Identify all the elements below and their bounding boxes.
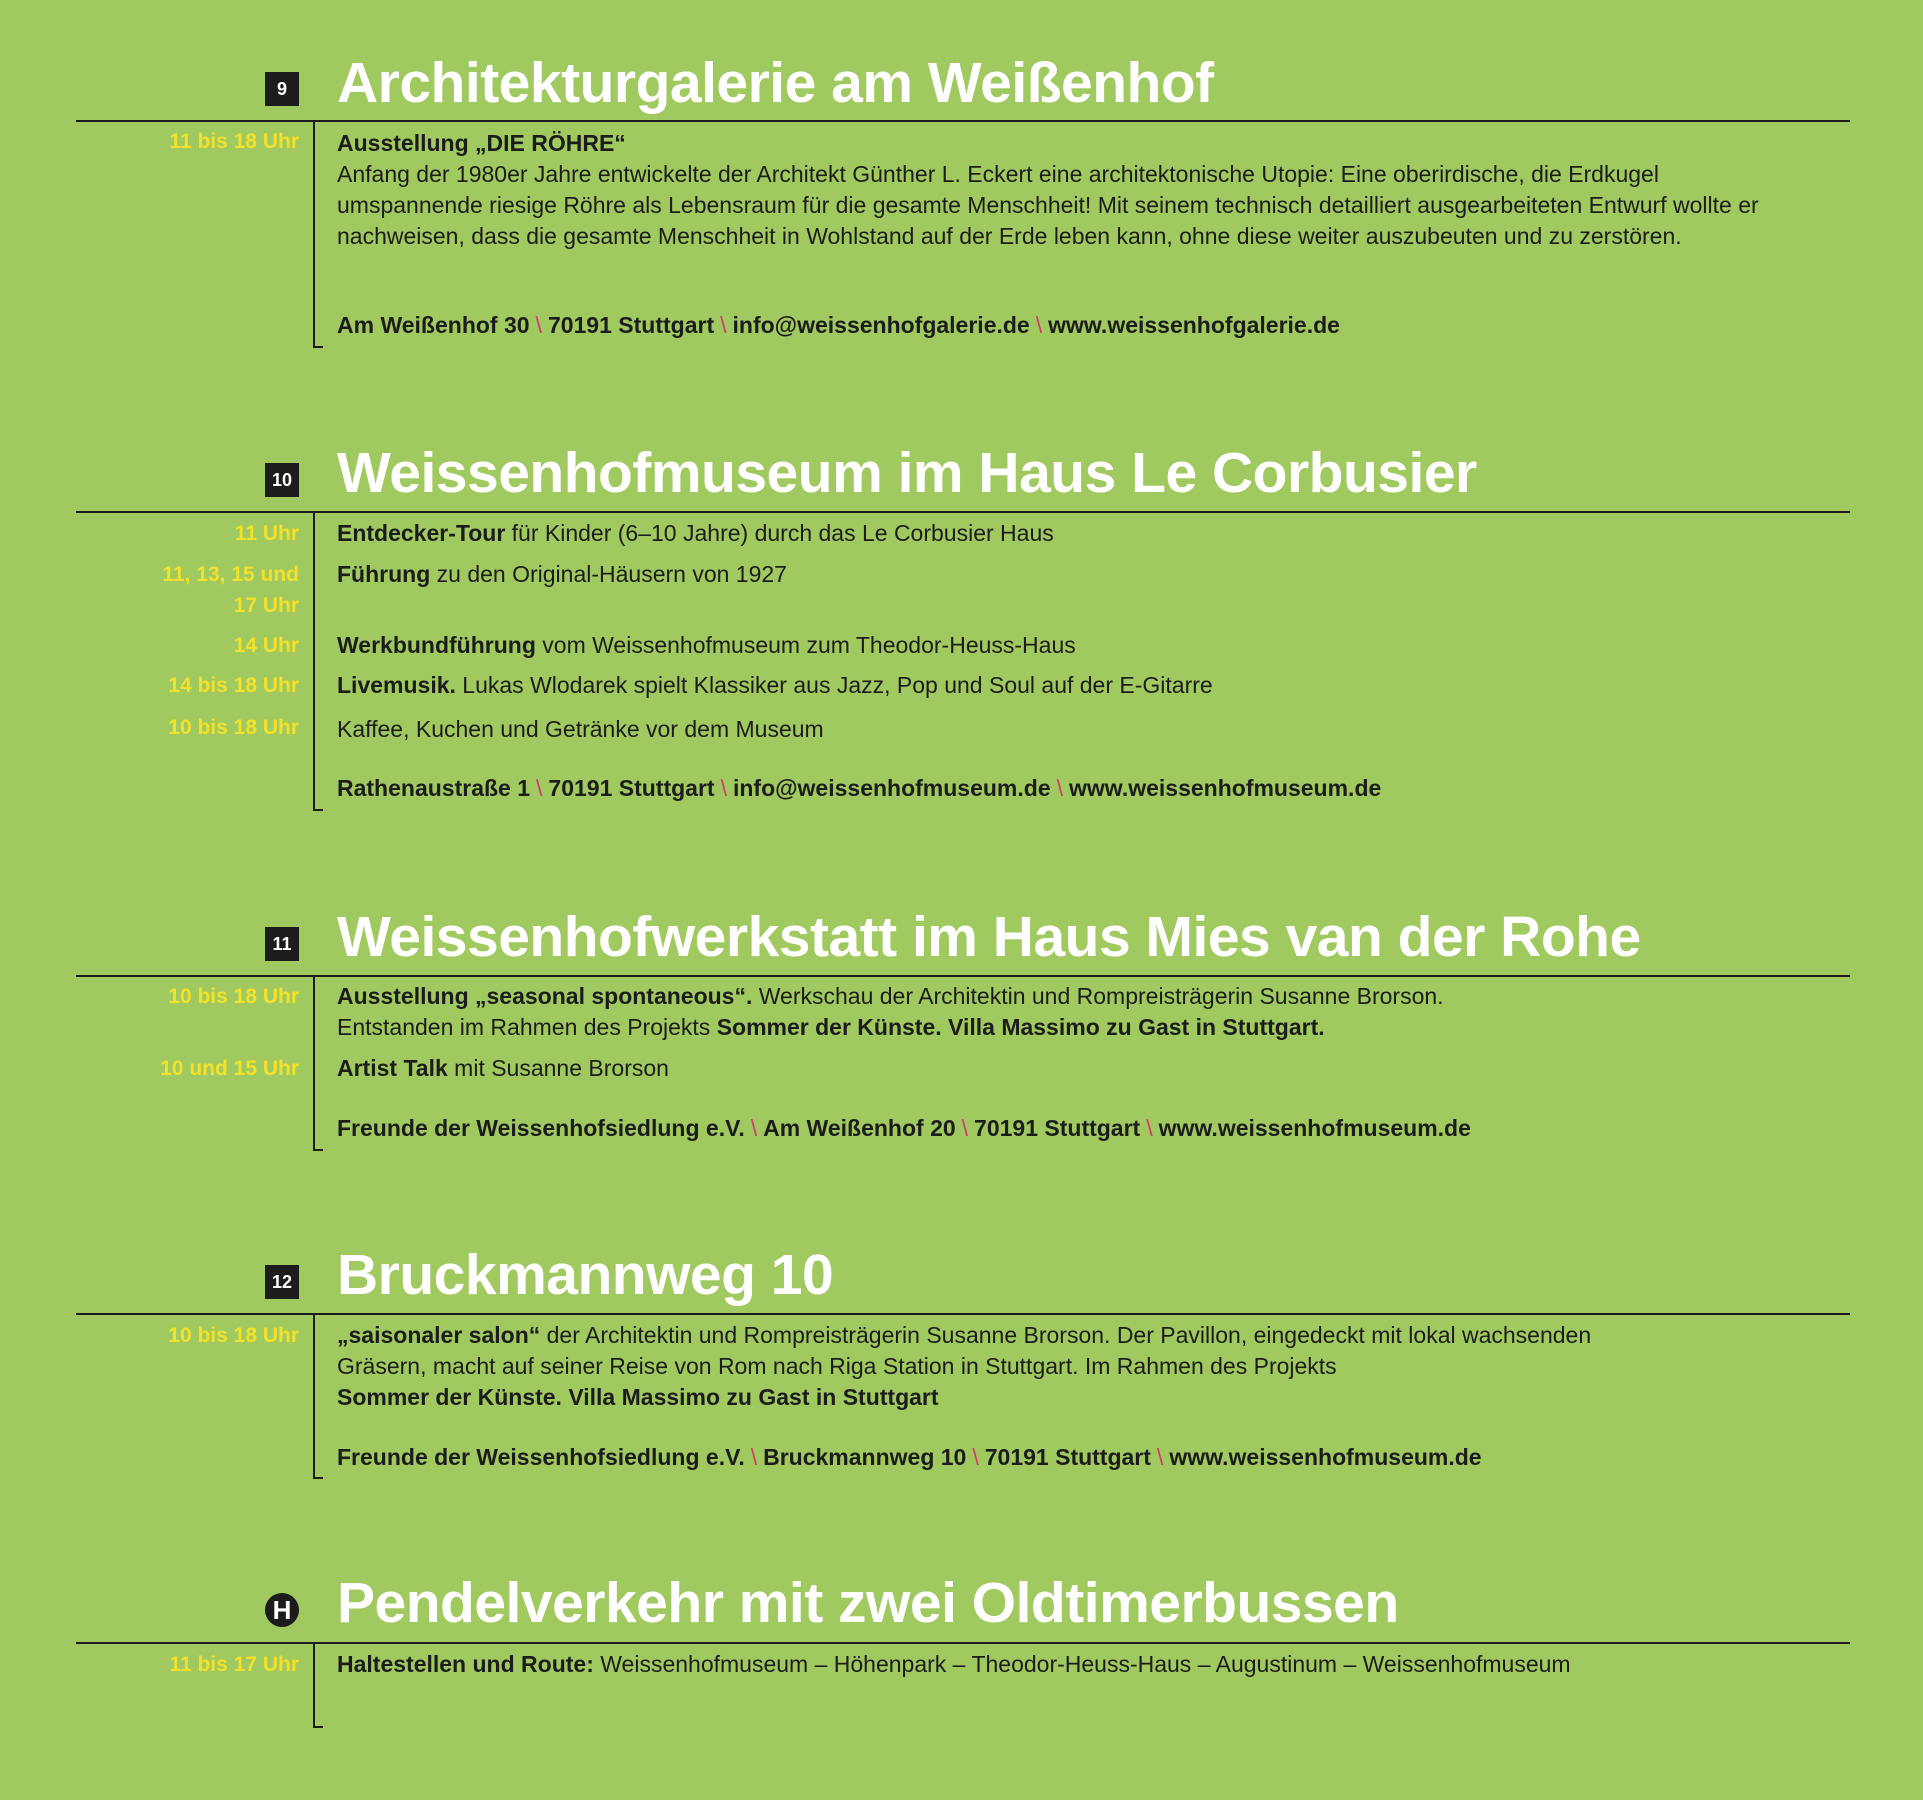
event-description <box>337 559 1767 590</box>
event-time: 11 bis 17 Uhr <box>169 1653 299 1676</box>
website-link[interactable]: www.weissenhofmuseum.de <box>1169 1444 1482 1470</box>
section-title: Architekturgalerie am Weißenhof <box>337 51 1214 115</box>
timeline-bracket <box>313 120 323 348</box>
event-description <box>337 518 1767 549</box>
event-text: Kaffee, Kuchen und Getränke vor dem Museum <box>337 716 824 742</box>
event-time: 11 Uhr <box>234 522 299 545</box>
address-line <box>337 1442 1482 1473</box>
event-time: 14 Uhr <box>233 634 299 657</box>
section-title: Pendelverkehr mit zwei Oldtimerbussen <box>337 1571 1399 1635</box>
event-description <box>337 714 1767 745</box>
separator: \ <box>961 1115 969 1141</box>
separator: \ <box>536 775 543 801</box>
email-link[interactable]: info@weissenhofmuseum.de <box>732 775 1051 801</box>
event-title: Werkbundführung <box>337 632 536 658</box>
section-number-badge: 10 <box>265 463 299 497</box>
event-description <box>337 1053 1767 1084</box>
event-time: 10 und 15 Uhr <box>160 1057 299 1080</box>
address-street: Rathenaustraße 1 <box>337 775 531 801</box>
email-link[interactable]: info@weissenhofgalerie.de <box>732 312 1030 338</box>
timeline-bracket <box>313 511 323 811</box>
address-line <box>337 773 1381 804</box>
event-text: Weissenhofmuseum – Höhenpark – Theodor-Heuss-Haus – Augustinum – Weissenhofmuseum <box>593 1651 1571 1677</box>
separator: \ <box>720 775 727 801</box>
separator: \ <box>1035 312 1043 338</box>
event-description <box>337 1320 1637 1413</box>
event-description <box>337 670 1767 701</box>
separator: \ <box>720 312 727 338</box>
event-text: Werkschau der Architektin und Rompreisträgerin Susanne Brorson. <box>752 983 1444 1009</box>
event-text-continued: Entstanden im Rahmen des Projekts <box>337 1014 717 1040</box>
event-time: 10 bis 18 Uhr <box>168 716 299 739</box>
event-text: Anfang der 1980er Jahre entwickelte der Architekt Günther L. Eckert eine architektonische Utopie: Eine oberirdische, die Erdkugel umspannende riesige Röhre als Lebensraum für die gesamte Menschheit! Mit seinem technisch detailliert ausgearbeiteten Entwurf wollte er nachweisen, dass die gesamte Menschheit in Wohlstand auf der Erde leben kann, ohne diese weiter auszubeuten und zu zerstören. <box>337 161 1759 249</box>
address-city: 70191 Stuttgart <box>548 775 715 801</box>
event-title: Livemusik. <box>337 672 456 698</box>
section-title: Weissenhofmuseum im Haus Le Corbusier <box>337 441 1477 505</box>
address-organization: Freunde der Weissenhofsiedlung e.V. <box>337 1115 745 1141</box>
separator: \ <box>1146 1115 1153 1141</box>
address-city: 70191 Stuttgart <box>547 312 715 338</box>
event-title: Artist Talk <box>337 1055 448 1081</box>
event-title: Haltestellen und Route: <box>337 1651 594 1677</box>
event-text: Lukas Wlodarek spielt Klassiker aus Jazz, Pop und Soul auf der E-Gitarre <box>455 672 1213 698</box>
event-description <box>337 1649 1837 1680</box>
event-title: „saisonaler salon“ <box>337 1322 541 1348</box>
bus-stop-icon: H <box>265 1593 299 1627</box>
separator: \ <box>1056 775 1064 801</box>
section-number-badge: 9 <box>265 72 299 106</box>
address-line <box>337 310 1340 341</box>
event-description <box>337 630 1767 661</box>
website-link[interactable]: www.weissenhofmuseum.de <box>1158 1115 1471 1141</box>
address-street: Am Weißenhof 20 <box>763 1115 956 1141</box>
event-time: 11, 13, 15 und 17 Uhr <box>162 563 299 617</box>
event-time: 10 bis 18 Uhr <box>168 1324 299 1347</box>
separator: \ <box>535 312 542 338</box>
section-title: Bruckmannweg 10 <box>337 1243 834 1307</box>
address-street: Bruckmannweg 10 <box>763 1444 967 1470</box>
timeline-bracket <box>313 975 323 1151</box>
event-text: vom Weissenhofmuseum zum Theodor-Heuss-Haus <box>535 632 1076 658</box>
address-line <box>337 1113 1471 1144</box>
event-title: Führung <box>337 561 431 587</box>
project-name: Sommer der Künste. Villa Massimo zu Gast in Stuttgart <box>337 1384 939 1410</box>
event-text: zu den Original-Häusern von 1927 <box>430 561 787 587</box>
event-title: Ausstellung „DIE RÖHRE“ <box>337 130 626 156</box>
event-text: der Architektin und Rompreisträgerin Susanne Brorson. Der Pavillon, eingedeckt mit lokal wachsenden Gräsern, macht auf seiner Reise von Rom nach Riga Station in Stuttgart. Im Rahmen des Projekts <box>337 1322 1592 1379</box>
section-rule <box>76 1642 1850 1644</box>
event-time: 14 bis 18 Uhr <box>168 674 299 697</box>
event-title: Ausstellung „seasonal spontaneous“. <box>337 983 753 1009</box>
project-name: Sommer der Künste. Villa Massimo zu Gast in Stuttgart. <box>716 1014 1325 1040</box>
section-number-badge: 11 <box>265 927 299 961</box>
separator: \ <box>750 1444 758 1470</box>
event-text: mit Susanne Brorson <box>447 1055 669 1081</box>
address-organization: Freunde der Weissenhofsiedlung e.V. <box>337 1444 745 1470</box>
section-rule <box>76 1313 1850 1315</box>
section-title: Weissenhofwerkstatt im Haus Mies van der Rohe <box>337 905 1641 969</box>
event-description <box>337 981 1767 1043</box>
event-time: 10 bis 18 Uhr <box>168 985 299 1008</box>
event-description <box>337 128 1767 252</box>
address-city: 70191 Stuttgart <box>984 1444 1151 1470</box>
address-street: Am Weißenhof 30 <box>337 312 530 338</box>
website-link[interactable]: www.weissenhofgalerie.de <box>1048 312 1340 338</box>
event-time: 11 bis 18 Uhr <box>169 130 299 153</box>
event-title: Entdecker-Tour <box>337 520 506 546</box>
separator: \ <box>972 1444 979 1470</box>
address-city: 70191 Stuttgart <box>974 1115 1141 1141</box>
website-link[interactable]: www.weissenhofmuseum.de <box>1069 775 1382 801</box>
separator: \ <box>1156 1444 1164 1470</box>
section-rule <box>76 120 1850 122</box>
section-rule <box>76 975 1850 977</box>
separator: \ <box>750 1115 758 1141</box>
section-rule <box>76 511 1850 513</box>
section-number-badge: 12 <box>265 1265 299 1299</box>
timeline-bracket <box>313 1313 323 1479</box>
event-text: für Kinder (6–10 Jahre) durch das Le Corbusier Haus <box>505 520 1054 546</box>
timeline-bracket <box>313 1642 323 1728</box>
